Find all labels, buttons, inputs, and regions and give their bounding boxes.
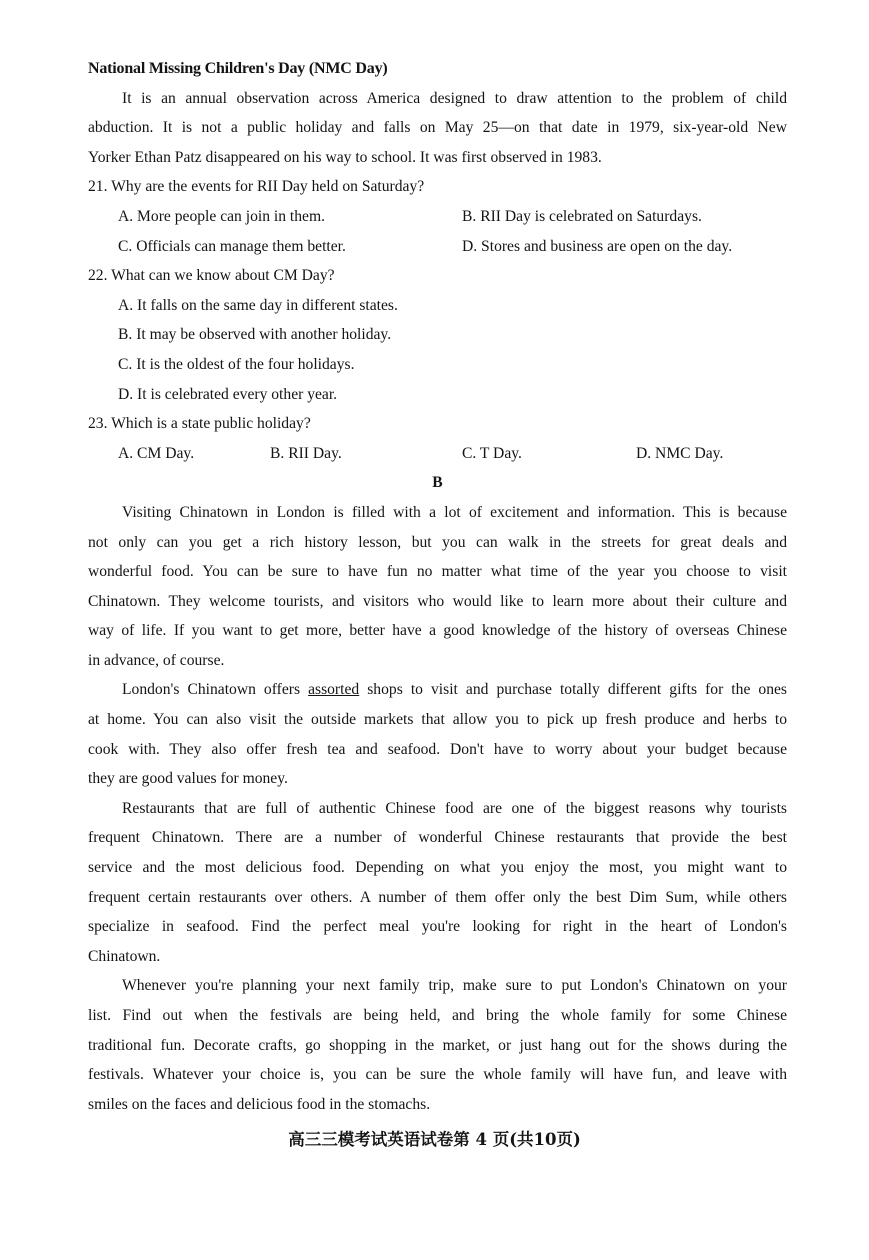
option-22-b: B. It may be observed with another holiday. <box>118 326 392 344</box>
paragraph-2 <box>88 675 787 793</box>
page-footer: 高三三模考试英语试卷第 4 页(共10页) <box>288 1130 581 1149</box>
section-b-heading: B <box>432 474 443 492</box>
paragraph-line: Whenever you're planning your next family trip, make sure to put London's Chinatown on your <box>122 977 787 995</box>
paragraph-line: list. Find out when the festivals are being held, and bring the whole family for some Chinese <box>88 1007 787 1024</box>
option-23-a: A. CM Day. <box>118 444 195 462</box>
paragraph-4 <box>88 971 787 1119</box>
option-23-c: C. T Day. <box>462 444 522 462</box>
option-22-c: C. It is the oldest of the four holidays. <box>118 355 355 373</box>
option-23-b: B. RII Day. <box>270 444 342 462</box>
option-21-d: D. Stores and business are open on the day. <box>462 237 733 255</box>
paragraph-line: traditional fun. Decorate crafts, go shopping in the market, or just hang out for the shows during the <box>88 1036 787 1054</box>
passage-a-line: It is an annual observation across America designed to draw attention to the problem of child <box>122 89 787 107</box>
paragraph-line: in advance, of course. <box>88 651 225 669</box>
passage-title: National Missing Children's Day (NMC Day) <box>88 60 388 77</box>
paragraph-line: Chinatown. They welcome tourists, and visitors who would like to learn more about their culture and <box>88 592 787 610</box>
paragraph-line: way of life. If you want to get more, better have a good knowledge of the history of overseas Chinese <box>88 622 787 640</box>
passage-a-line: Yorker Ethan Patz disappeared on his way to school. It was first observed in 1983. <box>88 148 602 166</box>
option-22-a: A. It falls on the same day in different states. <box>118 296 398 314</box>
paragraph-line: frequent Chinatown. There are a number of wonderful Chinese restaurants that provide the best <box>88 829 787 847</box>
paragraph-line: Visiting Chinatown in London is filled with a lot of excitement and information. This is because <box>122 503 787 521</box>
question-22: 22. What can we know about CM Day? <box>88 267 335 285</box>
paragraph-line: at home. You can also visit the outside markets that allow you to pick up fresh produce and herbs to <box>88 711 787 729</box>
question-23: 23. Which is a state public holiday? <box>88 415 311 433</box>
paragraph-line: smiles on the faces and delicious food in the stomachs. <box>88 1095 431 1113</box>
paragraph-line: Chinatown. <box>88 947 161 965</box>
paragraph-line: not only can you get a rich history lesson, but you can walk in the streets for great deals and <box>88 533 787 551</box>
option-23-d: D. NMC Day. <box>636 444 724 462</box>
paragraph-line: festivals. Whatever your choice is, you can be sure the whole family will have fun, and leave with <box>88 1066 787 1084</box>
option-21-c: C. Officials can manage them better. <box>118 237 346 255</box>
passage-a-line: abduction. It is not a public holiday and falls on May 25—on that date in 1979, six-year-old New <box>88 119 787 137</box>
paragraph-line: they are good values for money. <box>88 770 288 788</box>
option-22-d: D. It is celebrated every other year. <box>118 385 338 403</box>
paragraph-line: cook with. They also offer fresh tea and seafood. Don't have to worry about your budget because <box>88 740 787 758</box>
question-21: 21. Why are the events for RII Day held on Saturday? <box>88 178 425 196</box>
passage-a <box>88 84 787 173</box>
paragraph-line: wonderful food. You can be sure to have fun no matter what time of the year you choose to visit <box>88 563 787 581</box>
option-21-b: B. RII Day is celebrated on Saturdays. <box>462 207 702 225</box>
paragraph-line: service and the most delicious food. Depending on what you enjoy the most, you might want to <box>88 859 787 877</box>
underlined-word: assorted <box>308 681 360 699</box>
passage-b <box>88 498 787 1119</box>
paragraph-line: frequent certain restaurants over others. A number of them offer only the best Dim Sum, while others <box>88 888 787 906</box>
paragraph-line: Restaurants that are full of authentic Chinese food are one of the biggest reasons why tourists <box>122 799 787 817</box>
paragraph-line: London's Chinatown offers assorted shops to visit and purchase totally different gifts for the ones <box>122 681 787 699</box>
paragraph-3 <box>88 794 787 972</box>
option-21-a: A. More people can join in them. <box>118 207 325 225</box>
paragraph-1 <box>88 498 787 676</box>
exam-page <box>88 54 787 1119</box>
paragraph-line: specialize in seafood. Find the perfect meal you're looking for right in the heart of London's <box>88 918 787 936</box>
